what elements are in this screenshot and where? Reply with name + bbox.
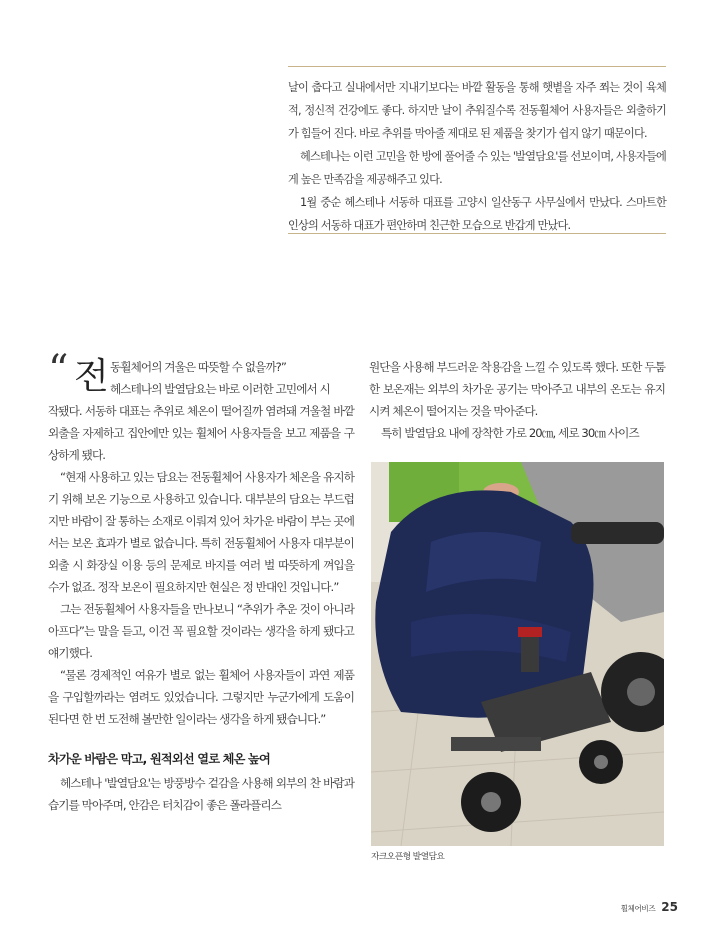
page-number: 25 (661, 900, 678, 914)
body-paragraph-5: 헤스테나 '발열담요'는 방풍방수 겉감을 사용해 외부의 찬 바람과 습기를 막아주며, 안감은 터치감이 좋은 폴라플리스 (48, 776, 354, 812)
product-photo (371, 462, 664, 846)
opening-quote-mark: “ (48, 347, 69, 393)
page-footer (621, 900, 678, 914)
body-paragraph-7: 특히 발열담요 내에 장착한 가로 20㎝, 세로 30㎝ 사이즈 (381, 426, 639, 440)
body-paragraph-3: 그는 전동휠체어 사용자들을 만나보니 “추위가 추운 것이 아니라 아프다”는 말을 듣고, 이건 꼭 필요할 것이라는 생각을 하게 됐다고 얘기했다. (48, 602, 354, 660)
intro-paragraph-1: 날이 춥다고 실내에서만 지내기보다는 바깥 활동을 통해 햇볕을 자주 쬐는 것이 육체적, 정신적 건강에도 좋다. 하지만 날이 추워질수록 전동휠체어 사용자들은 외출하기가 힘들어 진다. 바로 추위를 막아줄 제대로 된 제품을 찾기가 쉽지 않기 때문이다. (288, 81, 667, 140)
section-subheading: 차가운 바람은 막고, 원적외선 열로 체온 높여 (48, 752, 271, 766)
body-paragraph-6: 원단을 사용해 부드러운 착용감을 느낄 수 있도록 했다. 또한 두툼한 보온재는 외부의 차가운 공기는 막아주고 내부의 온도는 유지시켜 체온이 떨어지는 것을 막아준다. (369, 360, 665, 418)
lead-line-2: 헤스테나의 발열담요는 바로 이러한 고민에서 시 (110, 382, 330, 396)
wheelchair-blanket-illustration (371, 462, 664, 846)
article-right-column (369, 356, 665, 444)
lead-block (48, 347, 354, 400)
drop-cap: 전 (74, 356, 109, 397)
photo-caption: 자크오픈형 발열담요 (371, 852, 445, 862)
body-paragraph-4: “물론 경제적인 여유가 별로 없는 휠체어 사용자들이 과연 제품을 구입할까라는 염려도 있었습니다. 그렇지만 누군가에게 도움이 된다면 한 번 도전해 볼만한 일이라는 생각을 하게 됐습니다.” (48, 668, 354, 726)
intro-paragraph-2: 헤스테나는 이런 고민을 한 방에 풀어줄 수 있는 '발열담요'를 선보이며, 사용자들에게 높은 만족감을 제공해주고 있다. (288, 150, 666, 186)
magazine-name: 휠체어비즈 (620, 904, 656, 913)
intro-box (288, 66, 666, 234)
article-left-column (48, 347, 354, 816)
body-paragraph-1: 작됐다. 서동하 대표는 추위로 체온이 떨어질까 염려돼 겨울철 바깥 외출을 자제하고 집안에만 있는 휠체어 사용자들을 보고 제품을 구상하게 됐다. (48, 404, 354, 462)
lead-line-1: 동휠체어의 겨울은 따뜻할 수 없을까?” (110, 360, 286, 374)
intro-paragraph-3: 1월 중순 헤스테나 서동하 대표를 고양시 일산동구 사무실에서 만났다. 스마트한 인상의 서동하 대표가 편안하며 친근한 모습으로 반갑게 만났다. (288, 196, 666, 232)
body-paragraph-2: “현재 사용하고 있는 담요는 전동휠체어 사용자가 체온을 유지하기 위해 보온 기능으로 사용하고 있습니다. 대부분의 담요는 부드럽지만 바람이 잘 통하는 소재로 이뤄져 있어 차가운 바람이 부는 곳에서는 보온 효과가 별로 없습니다. 특히 전동휠체어 사용자 대부분이 외출 시 화장실 이용 등의 문제로 바지를 여러 벌 따뜻하게 껴입을 수가 없죠. 정작 보온이 필요하지만 현실은 정 반대인 것입니다.” (48, 470, 354, 594)
